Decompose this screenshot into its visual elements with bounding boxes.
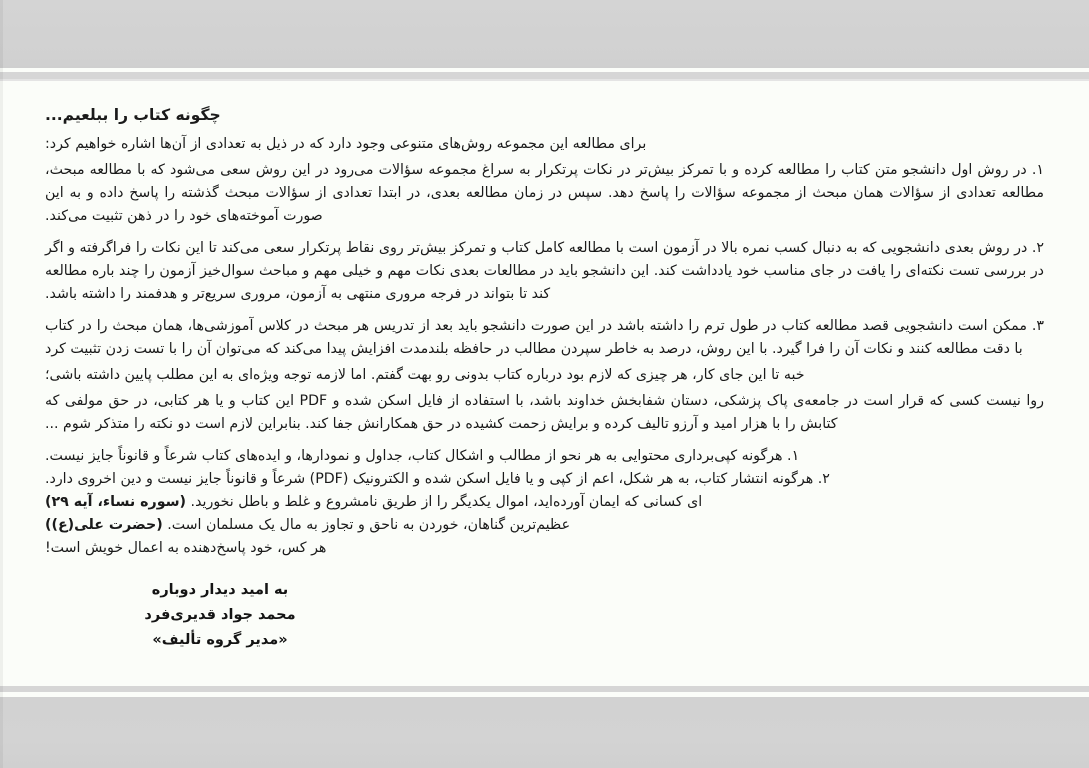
warning-item-1: ۱. هرگونه کپی‌برداری محتوایی به هر نحو از مطالب و اشکال کتاب، جداول و نمودارها، و ایده‌های کتاب شرعاً و قانوناً جایز نیست. <box>45 448 800 465</box>
left-edge-shade <box>0 0 3 768</box>
signature-role: «مدیر گروه تألیف» <box>152 631 288 648</box>
method-paragraph-3: ۳. ممکن است دانشجویی قصد مطالعه کتاب در طول ترم را داشته باشد در این صورت دانشجو باید بعد از تدریس هر مبحث در کلاس آموزشی‌ها، همان مبحث را در کتاب با دقت مطالعه کنند و نکات آن را فرا گیرد. با این روش، درصد به خاطر سپردن مطالب در حافظه بلندمدت افزایش پیدا می‌کند که می‌توان آن را با تست زدن تثبیت کرد <box>45 318 1044 358</box>
quote-source-1: (سوره نساء، آیه ۲۹) <box>45 494 187 511</box>
top-frame-band <box>0 0 1089 68</box>
quote-text-1: ای کسانی که ایمان آورده‌اید، اموال یکدیگر را از طریق نامشروع و غلط و باطل نخورید. <box>186 494 703 511</box>
quote-source-2: (حضرت علی(ع)) <box>45 517 163 534</box>
method-paragraph-1: ۱. در روش اول دانشجو متن کتاب را مطالعه کرده و با تمرکز بیش‌تر در نکات پرتکرار به سراغ مجموعه سؤالات می‌رود در این روش سعی می‌شود که با مطالعه مبحث، مطالعه تعدادی از سؤالات همان مبحث از مجموعه سؤالات را پاسخ دهد. سپس در زمان مطالعه بعدی، در ابتدا تعدادی از سؤالات مبحث گذشته را پاسخ داده و به این صورت آموخته‌های خود را در ذهن تثبیت می‌کند. <box>45 162 1044 225</box>
copyright-statement-paragraph: روا نیست کسی که قرار است در جامعه‌ی پاک پزشکی، دستان شفابخش خداوند باشد، با استفاده از فایل اسکن شده و PDF این کتاب و یا هر کتابی، در حق مولفی که کتابش را با هزار امید و آرزو تالیف کرده و برایش زحمت کشیده در حق همکارانش جفا کند. بنابراین لازم است دو نکته را متذکر شوم ... <box>45 393 1044 433</box>
signature-farewell: به امید دیدار دوباره <box>151 582 289 598</box>
page-content <box>45 104 1044 560</box>
quote-line-1 <box>45 491 1044 514</box>
top-frame-rule-shadow <box>0 79 1089 81</box>
signature-name: محمد جواد قدیری‌فرد <box>144 606 296 623</box>
bottom-frame-band <box>0 697 1089 768</box>
closing-line: هر کس، خود پاسخ‌دهنده به اعمال خویش است! <box>45 540 327 557</box>
top-frame-rule <box>0 72 1089 79</box>
note-intro-paragraph: خبه تا این جای کار، هر چیزی که لازم بود درباره کتاب بدونی رو بهت گفتم. اما لازمه توجه ویژه‌ای به این مطلب پایین داشته باشی؛ <box>45 367 805 384</box>
method-paragraph-2: ۲. در روش بعدی دانشجویی که به دنبال کسب نمره بالا در آزمون است با مطالعه کامل کتاب و تمرکز بیش‌تر روی نقاط پرتکرار سعی می‌کند تا این نکات را فراگرفته و اگر در بررسی تست نکته‌ای را یافت در جای مناسب خود یادداشت کند. این دانشجو باید در مطالعات بعدی نکات مهم و خیلی مهم و مباحث سوال‌خیز آزمون را چند باره مطالعه کند تا بتواند در فرجه مروری منتهی به آزمون، مروری سریع‌تر و هدفمند را داشته باشد. <box>45 240 1044 303</box>
quote-line-2 <box>45 514 1044 537</box>
page-title: چگونه کتاب را ببلعیم... <box>45 106 221 124</box>
intro-paragraph: برای مطالعه این مجموعه روش‌های متنوعی وجود دارد که در ذیل به تعدادی از آن‌ها اشاره خواهیم کرد: <box>45 136 647 153</box>
warning-item-2: ۲. هرگونه انتشار کتاب، به هر شکل، اعم از کپی و یا فایل اسکن شده و الکترونیک (PDF) شرعاً و قانوناً جایز نیست و دین اخروی دارد. <box>45 471 830 488</box>
quote-text-2: عظیم‌ترین گناهان، خوردن به ناحق و تجاوز به مال یک مسلمان است. <box>162 517 571 534</box>
signature-block <box>90 578 350 653</box>
